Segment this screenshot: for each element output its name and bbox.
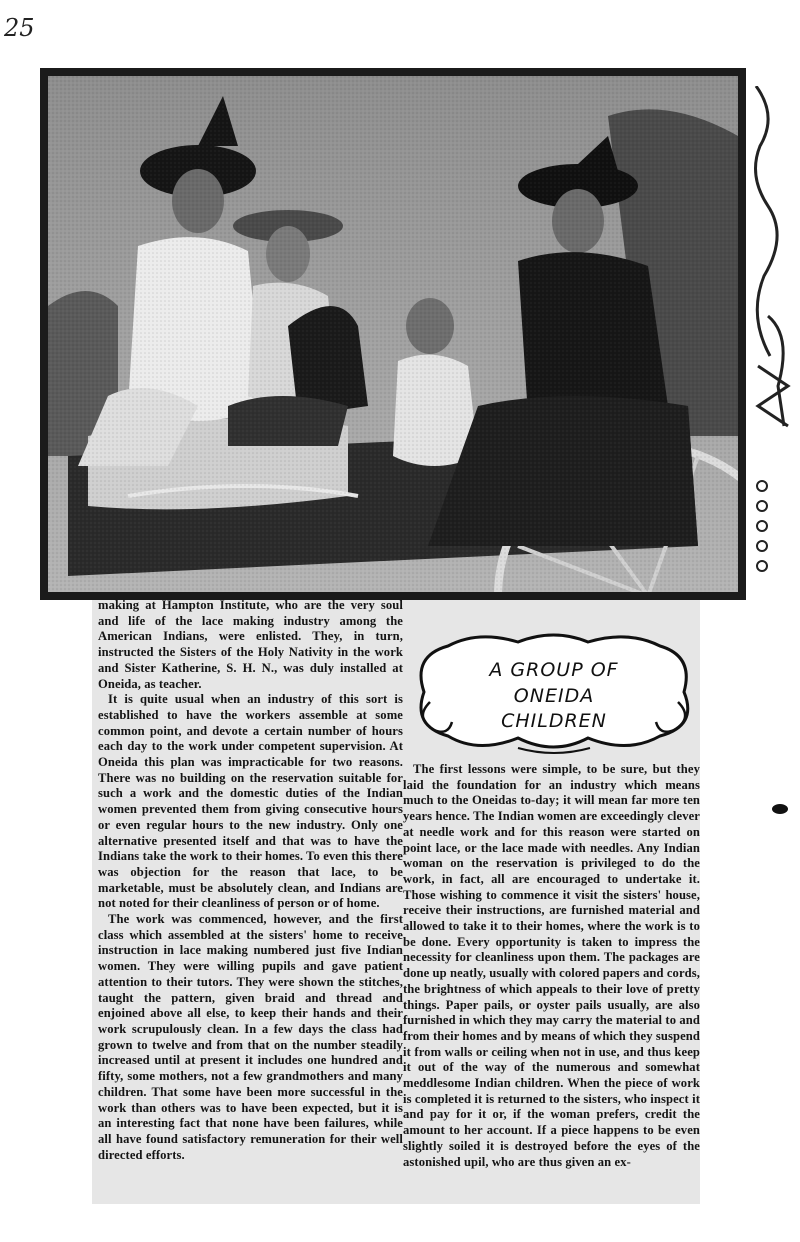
page-number: 25 [4, 14, 35, 42]
paragraph: The first lessons were simple, to be sure, but they laid the foundation for an industry which means much to the Oneidas to-day; it will mean far more ten years hence. The Indian women are exceedingly clever at needle work and for this reason were started on point lace, or the lace made with needles. Any Indian woman on the reservation is privileged to do the work, in fact, all are encouraged to undertake it. Those wishing to commence it visit the sisters' house, receive their instructions, are furnished material and allowed to take it to their homes, where the work is to be done. Every opportunity is taken to impress the necessity for cleanliness upon them. The packages are done up neatly, usually with colored papers and cords, the brightness of which appeals to their love of pretty things. Paper pails, or oyster pails usually, are also furnished in which they may carry the material to and from their homes and by means of which they suspend it from walls or ceiling when not in use, and thus keep it out of the way of the numerous and somewhat meddlesome Indian children. When the piece of work is completed it is returned to the sisters, who inspect it and pay for it or, if the woman prefers, credit the amount to her account. If a piece happens to be even slightly soiled it is destroyed before the eyes of the astonished upil, who are thus given an ex- [403, 762, 700, 1169]
group-photograph [48, 76, 738, 592]
paragraph: making at Hampton Institute, who are the very soul and life of the lace making industry among the American Indians, were enlisted. They, in turn, instructed the Sisters of the Holy Nativity in the work and Sister Katherine, S. H. N., was duly installed at Oneida, as teacher. [98, 598, 403, 691]
paragraph: The work was commenced, however, and the first class which assembled at the sisters' home to receive instruction in lace making numbered just five Indian women. They were willing pupils and gave patient attention to their tutors. They were shown the stitches, taught the pattern, given braid and thread and enjoined above all else, to keep their hands and their work scrupulously clean. In a few days the class had grown to twelve and from that on the number steadily increased until at present it includes one hundred and fifty, some mothers, not a few grandmothers and many children. That some have been more successful in the work than others was to have been expected, but it is an interesting fact that none have been failures, while all have found satisfactory remuneration for their well directed efforts. [98, 912, 403, 1162]
paragraph: It is quite usual when an industry of this sort is established to have the workers assemble at some common point, and devote a certain number of hours each day to the work under competent supervision. At Oneida this plan was impracticable for two reasons. There was no building on the reservation suitable for such a work and the domestic duties of the Indian women prevented them from giving consecutive hours or even regular hours to the new industry. Only one alternative presented itself and that was to have the Indians take the work to their homes. To even this there was objection for the reason that lace, to be marketable, must be absolutely clean, and Indians are not noted for their cleanliness of person or of home. [98, 692, 403, 911]
article-right-column [403, 762, 700, 1170]
ink-blot [772, 804, 788, 814]
headline-line-3: CHILDREN [501, 710, 607, 732]
photo-illustration [48, 76, 738, 592]
photo-frame [40, 68, 746, 600]
headline-line-1: A GROUP OF [489, 659, 619, 681]
decorative-border-fragment [748, 86, 792, 598]
headline-line-2: ONEIDA [513, 685, 595, 707]
headline-cartouche [408, 626, 700, 758]
article-left-column [98, 598, 403, 1163]
